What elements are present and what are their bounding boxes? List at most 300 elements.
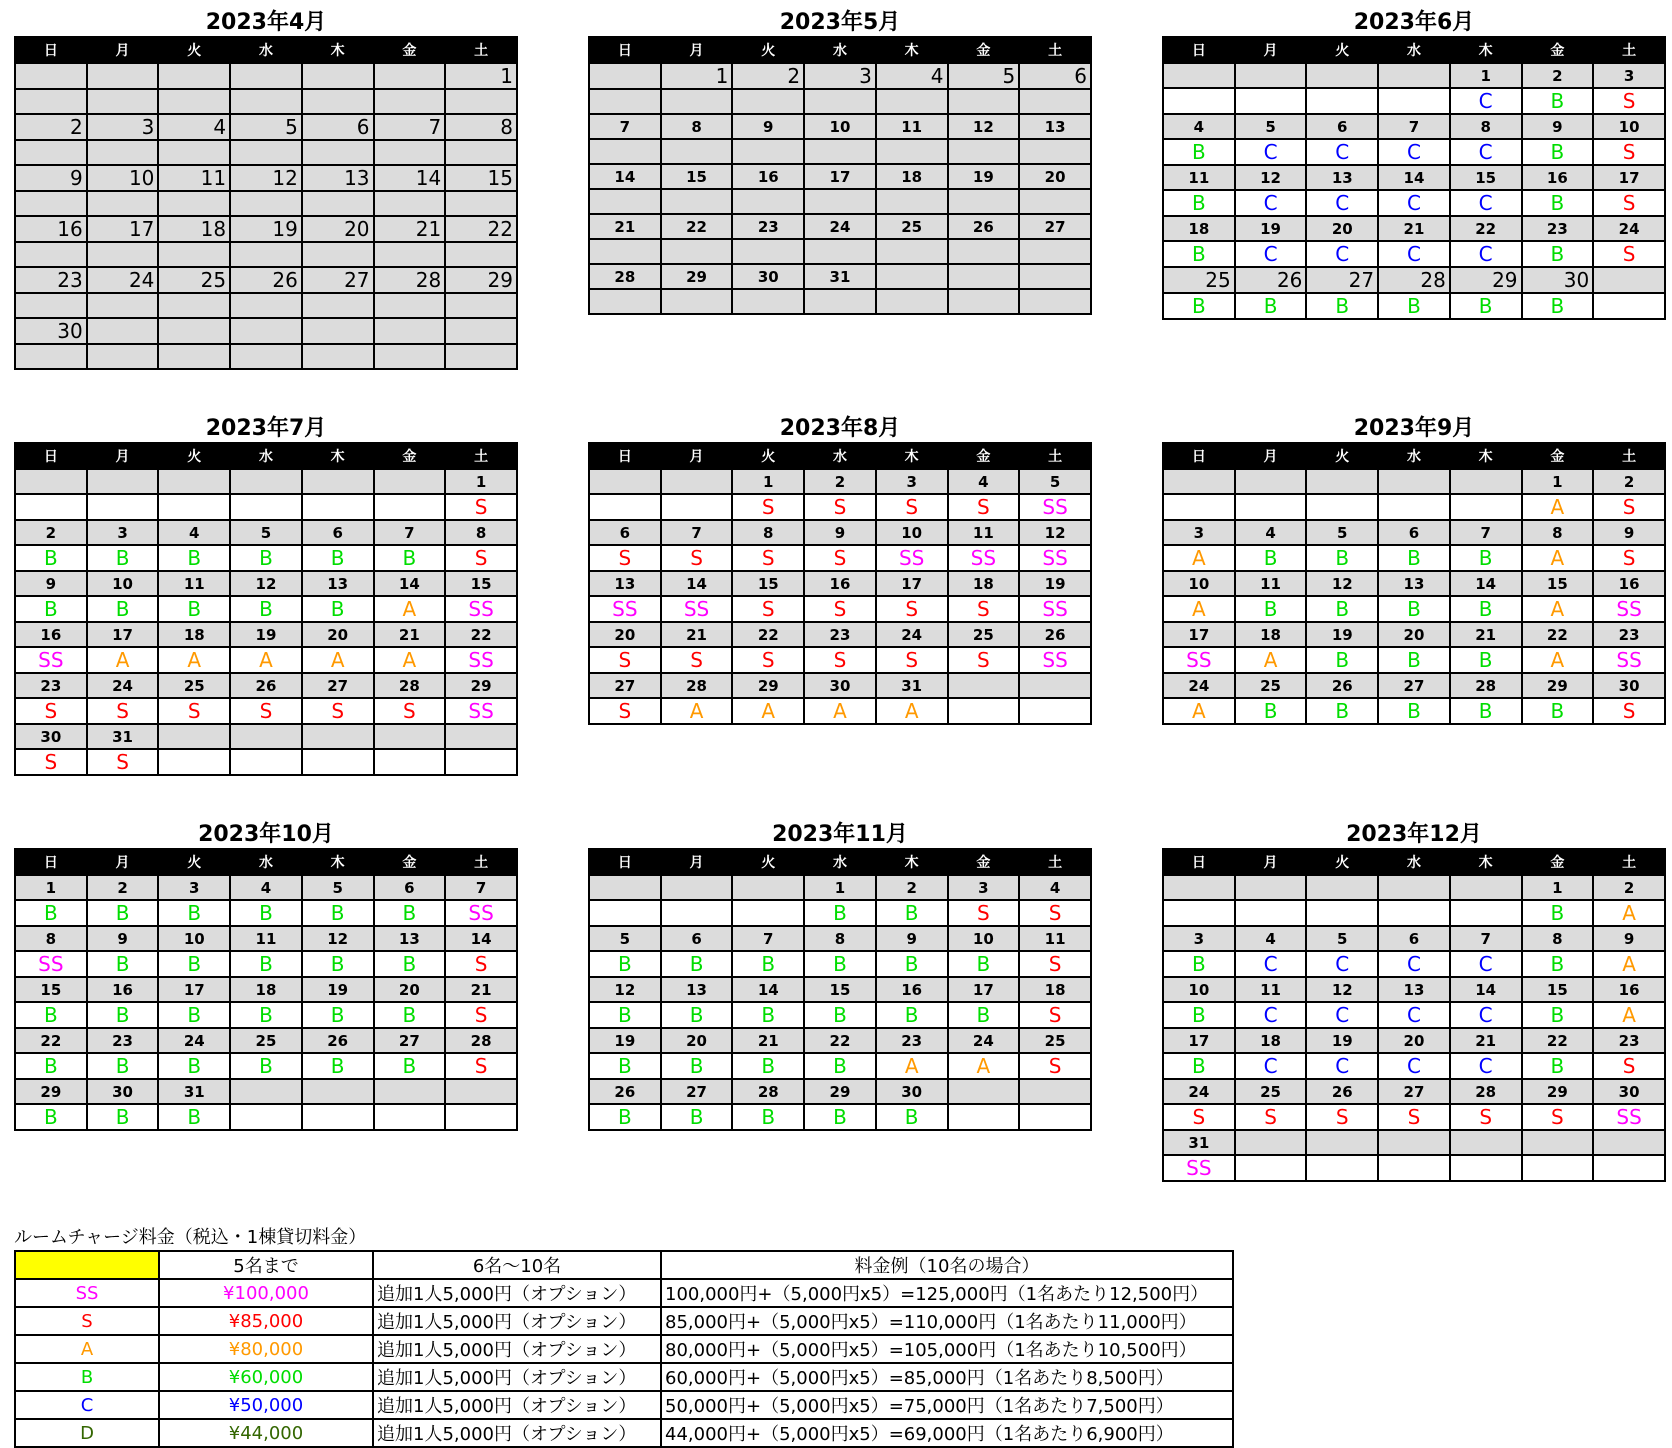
- date-row: [15, 216, 517, 242]
- date-cell: [1378, 469, 1450, 494]
- rate-cell: SS: [1593, 1104, 1665, 1130]
- rate-cell: [948, 289, 1020, 314]
- date-cell: 6: [302, 520, 374, 545]
- date-cell: [1235, 875, 1307, 900]
- rate-cell: [374, 191, 446, 216]
- rate-cell: C: [1306, 951, 1378, 977]
- rate-cell: [948, 189, 1020, 214]
- date-cell: 13: [1019, 114, 1091, 139]
- date-cell: 4: [1019, 875, 1091, 900]
- date-row: [15, 469, 517, 494]
- date-cell: 10: [158, 926, 230, 951]
- rate-cell: [1019, 89, 1091, 114]
- weekday-header-row: [589, 849, 1091, 875]
- date-cell: 16: [1522, 165, 1594, 190]
- date-row: [589, 977, 1091, 1002]
- rate-cell: [1163, 88, 1235, 114]
- date-cell: 19: [1019, 571, 1091, 596]
- month-calendar: [1162, 822, 1666, 1182]
- date-cell: 29: [732, 673, 804, 698]
- rate-row: [589, 189, 1091, 214]
- rate-cell: B: [1522, 951, 1594, 977]
- rate-cell: B: [1522, 241, 1594, 267]
- date-row: [1163, 267, 1665, 293]
- date-cell: 9: [1593, 926, 1665, 951]
- date-cell: 10: [1163, 977, 1235, 1002]
- rate-row: [1163, 1053, 1665, 1079]
- rate-cell: B: [661, 951, 733, 977]
- weekday-header: 土: [1593, 443, 1665, 469]
- date-cell: [302, 469, 374, 494]
- date-row: [589, 622, 1091, 647]
- rate-cell: [1450, 900, 1522, 926]
- month-table: [1162, 442, 1666, 725]
- weekday-header: 月: [87, 849, 159, 875]
- weekday-header-row: [15, 37, 517, 63]
- date-cell: 19: [302, 977, 374, 1002]
- date-row: [15, 165, 517, 191]
- weekday-header: 土: [1019, 37, 1091, 63]
- date-cell: 6: [589, 520, 661, 545]
- date-cell: 25: [1163, 267, 1235, 293]
- rate-cell: B: [804, 1053, 876, 1079]
- date-row: [15, 571, 517, 596]
- rate-cell: [87, 242, 159, 267]
- date-cell: 25: [948, 622, 1020, 647]
- weekday-header: 木: [302, 443, 374, 469]
- date-cell: 4: [230, 875, 302, 900]
- rate-cell: S: [302, 698, 374, 724]
- rate-cell: A: [158, 647, 230, 673]
- date-cell: 19: [1235, 216, 1307, 241]
- date-cell: 11: [230, 926, 302, 951]
- weekday-header: 木: [1450, 443, 1522, 469]
- rate-cell: [876, 139, 948, 164]
- date-cell: 22: [445, 216, 517, 242]
- date-cell: 28: [589, 264, 661, 289]
- date-cell: 10: [1163, 571, 1235, 596]
- rate-cell: B: [87, 1053, 159, 1079]
- date-cell: 23: [1522, 216, 1594, 241]
- date-row: [15, 1028, 517, 1053]
- rate-cell: B: [1163, 293, 1235, 319]
- rate-cell: [661, 900, 733, 926]
- date-cell: 22: [1522, 1028, 1594, 1053]
- rate-row: [15, 1053, 517, 1079]
- rate-cell: S: [661, 647, 733, 673]
- rate-row: [1163, 900, 1665, 926]
- rate-cell: [1163, 900, 1235, 926]
- rate-cell: SS: [15, 647, 87, 673]
- rate-row: [589, 951, 1091, 977]
- rate-cell: S: [948, 647, 1020, 673]
- rate-cell: B: [1163, 241, 1235, 267]
- date-cell: [230, 318, 302, 344]
- pricing-caption: ルームチャージ料金（税込・1棟貸切料金）: [14, 1227, 367, 1248]
- rate-row: [15, 951, 517, 977]
- rate-cell: S: [1378, 1104, 1450, 1130]
- weekday-header: 木: [876, 849, 948, 875]
- date-cell: 15: [445, 165, 517, 191]
- date-cell: 24: [1163, 673, 1235, 698]
- rate-cell: B: [374, 545, 446, 571]
- rate-cell: [87, 293, 159, 318]
- month-calendar: [588, 10, 1092, 315]
- date-cell: 6: [302, 114, 374, 140]
- rate-cell: B: [1235, 293, 1307, 319]
- date-row: [589, 673, 1091, 698]
- date-cell: 9: [87, 926, 159, 951]
- date-cell: 11: [158, 571, 230, 596]
- date-cell: 7: [374, 520, 446, 545]
- date-cell: 14: [374, 165, 446, 191]
- rate-cell: S: [876, 647, 948, 673]
- date-cell: 13: [589, 571, 661, 596]
- rate-cell: B: [1163, 139, 1235, 165]
- rate-cell: [876, 89, 948, 114]
- date-cell: [1593, 1130, 1665, 1155]
- rate-cell: B: [1163, 1002, 1235, 1028]
- date-cell: [158, 724, 230, 749]
- rate-cell: B: [1450, 545, 1522, 571]
- date-cell: 26: [302, 1028, 374, 1053]
- rate-cell: A: [948, 1053, 1020, 1079]
- date-row: [1163, 926, 1665, 951]
- date-cell: 18: [230, 977, 302, 1002]
- date-row: [1163, 622, 1665, 647]
- date-cell: 14: [1450, 977, 1522, 1002]
- rate-cell: B: [1163, 1053, 1235, 1079]
- weekday-header: 火: [1306, 849, 1378, 875]
- rate-cell: A: [1522, 596, 1594, 622]
- date-cell: 19: [1306, 1028, 1378, 1053]
- rate-cell: [1450, 494, 1522, 520]
- date-cell: 18: [1235, 622, 1307, 647]
- rate-cell: B: [1522, 1053, 1594, 1079]
- rate-cell: C: [1235, 1002, 1307, 1028]
- date-cell: 11: [876, 114, 948, 139]
- date-cell: 24: [158, 1028, 230, 1053]
- date-cell: 3: [158, 875, 230, 900]
- rate-cell: [1593, 293, 1665, 319]
- date-cell: 23: [15, 673, 87, 698]
- rate-cell: B: [1378, 698, 1450, 724]
- rate-row: [589, 1053, 1091, 1079]
- rate-cell: [445, 293, 517, 318]
- rate-cell: [87, 140, 159, 165]
- rate-cell: SS: [1019, 596, 1091, 622]
- extra-fee: 追加1人5,000円（オプション）: [373, 1307, 661, 1335]
- date-cell: 4: [158, 114, 230, 140]
- rate-cell: B: [15, 545, 87, 571]
- date-cell: 25: [158, 267, 230, 293]
- date-cell: [948, 673, 1020, 698]
- rate-cell: [230, 140, 302, 165]
- date-cell: 11: [1019, 926, 1091, 951]
- rate-cell: [445, 191, 517, 216]
- date-cell: 15: [1522, 571, 1594, 596]
- rate-cell: [445, 749, 517, 775]
- date-cell: 3: [876, 469, 948, 494]
- rate-cell: B: [1235, 596, 1307, 622]
- rate-cell: B: [1163, 951, 1235, 977]
- rate-cell: SS: [876, 545, 948, 571]
- rate-cell: B: [1522, 139, 1594, 165]
- date-cell: 8: [1522, 520, 1594, 545]
- date-cell: 12: [1019, 520, 1091, 545]
- rate-cell: A: [876, 698, 948, 724]
- rate-cell: [1235, 88, 1307, 114]
- rate-cell: B: [1235, 545, 1307, 571]
- date-cell: 29: [1522, 673, 1594, 698]
- date-cell: 3: [1163, 520, 1235, 545]
- rate-cell: S: [732, 545, 804, 571]
- date-cell: 27: [1378, 673, 1450, 698]
- pricing-header-row: [15, 1251, 1233, 1279]
- rate-cell: B: [589, 951, 661, 977]
- date-cell: 14: [1450, 571, 1522, 596]
- pricing-row: [15, 1391, 1233, 1419]
- date-cell: 25: [1019, 1028, 1091, 1053]
- date-cell: 22: [15, 1028, 87, 1053]
- rate-cell: B: [732, 1053, 804, 1079]
- date-cell: 5: [1306, 520, 1378, 545]
- rate-cell: B: [948, 951, 1020, 977]
- rate-cell: [948, 89, 1020, 114]
- date-row: [589, 571, 1091, 596]
- rate-cell: A: [87, 647, 159, 673]
- rate-cell: A: [1593, 900, 1665, 926]
- weekday-header-row: [15, 849, 517, 875]
- date-cell: 5: [302, 875, 374, 900]
- month-table: [588, 442, 1092, 725]
- rate-cell: [230, 293, 302, 318]
- weekday-header: 水: [230, 849, 302, 875]
- rate-cell: [15, 242, 87, 267]
- rate-cell: B: [158, 1053, 230, 1079]
- date-cell: 26: [230, 673, 302, 698]
- rate-cell: C: [1378, 190, 1450, 216]
- weekday-header: 火: [1306, 443, 1378, 469]
- rate-cell: SS: [948, 545, 1020, 571]
- rate-cell: B: [1306, 596, 1378, 622]
- rate-cell: S: [1593, 88, 1665, 114]
- date-cell: 18: [158, 216, 230, 242]
- pricing-header: 6名～10名: [373, 1251, 661, 1279]
- date-cell: 24: [1163, 1079, 1235, 1104]
- rate-cell: SS: [661, 596, 733, 622]
- date-cell: [230, 469, 302, 494]
- rate-cell: [302, 191, 374, 216]
- date-cell: 16: [15, 622, 87, 647]
- date-cell: 13: [1306, 165, 1378, 190]
- rate-cell: C: [1306, 139, 1378, 165]
- rate-row: [15, 647, 517, 673]
- date-cell: 29: [1522, 1079, 1594, 1104]
- rate-cell: [1306, 1155, 1378, 1181]
- date-cell: 23: [87, 1028, 159, 1053]
- weekday-header: 日: [1163, 37, 1235, 63]
- rate-cell: [804, 139, 876, 164]
- rate-cell: [302, 494, 374, 520]
- date-cell: 5: [1019, 469, 1091, 494]
- weekday-header: 火: [158, 37, 230, 63]
- rate-row: [15, 1002, 517, 1028]
- rate-cell: B: [302, 1053, 374, 1079]
- date-cell: 23: [1593, 1028, 1665, 1053]
- month-table: [588, 36, 1092, 315]
- rate-cell: [1019, 289, 1091, 314]
- rate-cell: [302, 749, 374, 775]
- date-cell: 30: [87, 1079, 159, 1104]
- date-cell: 8: [732, 520, 804, 545]
- date-cell: 14: [445, 926, 517, 951]
- date-cell: 20: [1019, 164, 1091, 189]
- date-cell: 31: [876, 673, 948, 698]
- date-row: [589, 114, 1091, 139]
- date-cell: 24: [1593, 216, 1665, 241]
- date-cell: 4: [158, 520, 230, 545]
- date-cell: 24: [948, 1028, 1020, 1053]
- rate-cell: [804, 289, 876, 314]
- rate-cell: [876, 239, 948, 264]
- rate-cell: A: [876, 1053, 948, 1079]
- date-cell: 17: [1593, 165, 1665, 190]
- date-cell: 9: [876, 926, 948, 951]
- date-cell: [661, 875, 733, 900]
- date-cell: 15: [1450, 165, 1522, 190]
- rate-cell: A: [1522, 647, 1594, 673]
- rate-cell: [876, 189, 948, 214]
- date-cell: 5: [1306, 926, 1378, 951]
- date-cell: 12: [1306, 977, 1378, 1002]
- date-cell: [1163, 469, 1235, 494]
- rate-cell: [230, 344, 302, 369]
- rate-cell: [1522, 1155, 1594, 1181]
- weekday-header: 木: [302, 37, 374, 63]
- rate-cell: B: [302, 1002, 374, 1028]
- rate-cell: C: [1306, 190, 1378, 216]
- rate-cell: [445, 242, 517, 267]
- weekday-header: 金: [948, 849, 1020, 875]
- date-cell: 12: [230, 165, 302, 191]
- date-cell: 13: [661, 977, 733, 1002]
- rate-cell: A: [1522, 494, 1594, 520]
- date-row: [15, 673, 517, 698]
- date-cell: 11: [1235, 977, 1307, 1002]
- month-title: 2023年9月: [1353, 416, 1475, 441]
- date-cell: 22: [445, 622, 517, 647]
- rate-cell: SS: [1593, 596, 1665, 622]
- weekday-header: 土: [445, 37, 517, 63]
- date-row: [1163, 520, 1665, 545]
- rate-cell: [1235, 900, 1307, 926]
- rate-cell: S: [87, 749, 159, 775]
- date-cell: 29: [445, 673, 517, 698]
- date-row: [1163, 1130, 1665, 1155]
- rate-cell: B: [804, 951, 876, 977]
- rate-cell: [1235, 494, 1307, 520]
- rate-cell: A: [230, 647, 302, 673]
- rate-row: [1163, 1104, 1665, 1130]
- rate-cell: B: [302, 951, 374, 977]
- date-row: [1163, 469, 1665, 494]
- rate-row: [1163, 647, 1665, 673]
- date-row: [589, 469, 1091, 494]
- base-price: ¥60,000: [159, 1363, 373, 1391]
- date-cell: 2: [1593, 469, 1665, 494]
- rate-cell: [948, 139, 1020, 164]
- date-cell: 13: [302, 571, 374, 596]
- rate-cell: S: [445, 545, 517, 571]
- rate-cell: B: [1235, 698, 1307, 724]
- rate-cell: S: [732, 596, 804, 622]
- weekday-header: 水: [804, 849, 876, 875]
- extra-fee: 追加1人5,000円（オプション）: [373, 1419, 661, 1447]
- date-cell: 21: [589, 214, 661, 239]
- date-cell: [445, 1079, 517, 1104]
- date-row: [589, 264, 1091, 289]
- weekday-header: 木: [302, 849, 374, 875]
- month-title: 2023年12月: [1346, 822, 1482, 847]
- rate-cell: [804, 189, 876, 214]
- rate-row: [15, 900, 517, 926]
- date-cell: [732, 875, 804, 900]
- date-cell: 3: [87, 114, 159, 140]
- rate-cell: B: [1450, 596, 1522, 622]
- date-cell: 30: [804, 673, 876, 698]
- date-cell: [1235, 1130, 1307, 1155]
- date-cell: [15, 469, 87, 494]
- rate-cell: SS: [589, 596, 661, 622]
- rate-cell: B: [302, 900, 374, 926]
- rate-cell: B: [15, 596, 87, 622]
- date-row: [15, 926, 517, 951]
- date-cell: [1019, 673, 1091, 698]
- rate-cell: [876, 289, 948, 314]
- date-cell: 8: [1450, 114, 1522, 139]
- rate-row: [1163, 241, 1665, 267]
- rate-cell: C: [1378, 139, 1450, 165]
- date-cell: 31: [1163, 1130, 1235, 1155]
- pricing-table: [14, 1250, 1234, 1448]
- date-cell: 28: [1378, 267, 1450, 293]
- weekday-header: 水: [1378, 443, 1450, 469]
- rate-cell: SS: [15, 951, 87, 977]
- date-cell: 6: [1378, 926, 1450, 951]
- price-example: 80,000円+（5,000円x5）=105,000円（1名あたり10,500円）: [661, 1335, 1233, 1363]
- rate-cell: B: [374, 951, 446, 977]
- weekday-header: 金: [1522, 37, 1594, 63]
- pricing-row: [15, 1363, 1233, 1391]
- date-cell: 30: [15, 724, 87, 749]
- date-cell: 23: [876, 1028, 948, 1053]
- rate-cell: B: [661, 1104, 733, 1130]
- date-cell: 9: [1593, 520, 1665, 545]
- rate-cell: S: [1163, 1104, 1235, 1130]
- date-cell: 16: [1593, 977, 1665, 1002]
- rate-cell: A: [1235, 647, 1307, 673]
- rate-cell: [445, 1104, 517, 1130]
- pricing-row: [15, 1279, 1233, 1307]
- rate-cell: S: [804, 545, 876, 571]
- rate-cell: B: [230, 951, 302, 977]
- date-cell: 8: [661, 114, 733, 139]
- rate-cell: B: [1378, 293, 1450, 319]
- date-cell: 15: [804, 977, 876, 1002]
- weekday-header: 金: [948, 37, 1020, 63]
- rank-label: B: [15, 1363, 159, 1391]
